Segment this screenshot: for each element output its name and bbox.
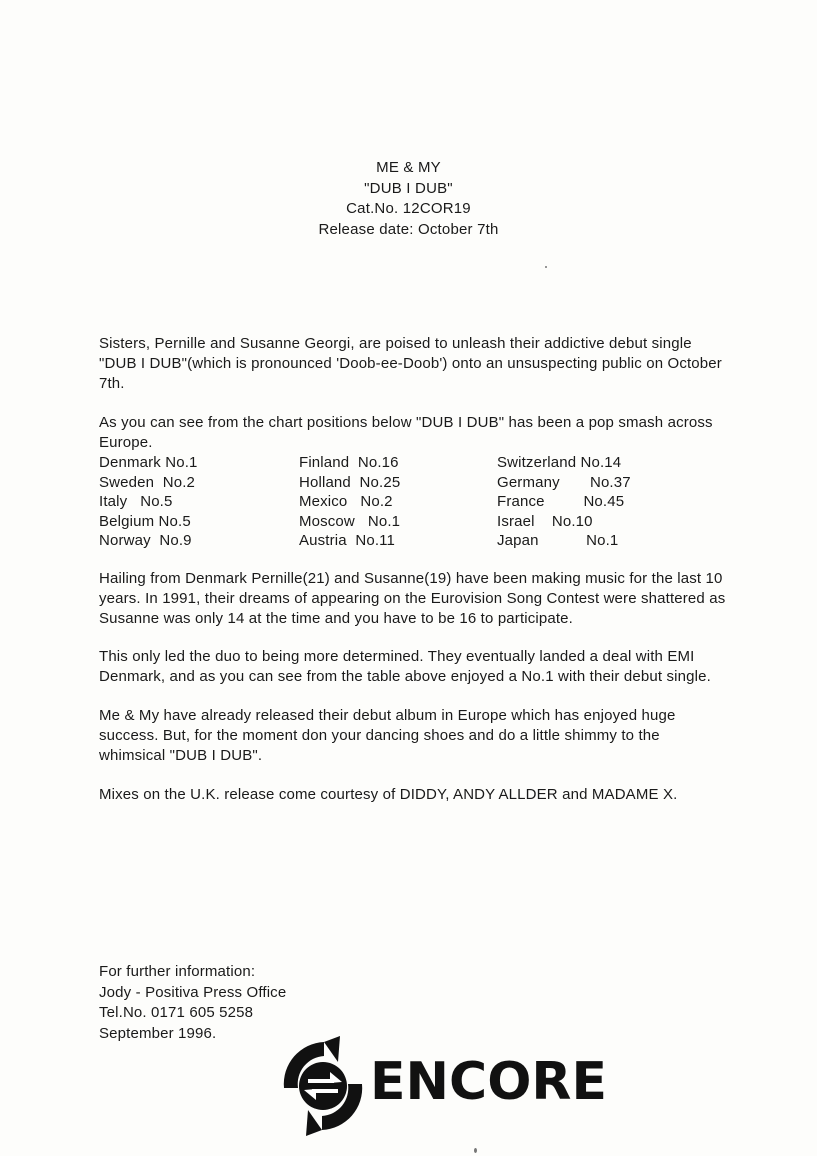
chart-positions-table	[99, 453, 729, 551]
contact-heading: For further information:	[99, 963, 256, 980]
chart-entry: Mexico No.2	[299, 493, 393, 510]
chart-entry: Sweden No.2	[99, 473, 196, 491]
contact-phone: Tel.No. 0171 605 5258	[99, 1004, 254, 1021]
hailing-paragraph: Hailing from Denmark Pernille(21) and Susanne(19) have been making music for the last 10 years. In 1991, their dreams of appearing on the Eurovision Song Contest were shattered as Susanne was only 14 at the time and you have to be 16 to participate.	[99, 569, 726, 627]
chart-entry: Belgium No.5	[99, 512, 191, 530]
encore-logo	[278, 1036, 608, 1136]
album-paragraph: Me & My have already released their debut album in Europe which has enjoyed huge success. But, for the moment don your dancing shoes and do a little shimmy to the whimsical "DUB I DUB".	[99, 706, 676, 764]
chart-entry: Finland No.16	[299, 454, 399, 471]
chart-entry: France No.45	[497, 493, 625, 510]
paper-speck	[474, 1148, 477, 1153]
intro-paragraph: Sisters, Pernille and Susanne Georgi, are poised to unleash their addictive debut single "DUB I DUB"(which is pronounced 'Doob-ee-Doob') onto an unsuspecting public on October 7th.	[99, 335, 722, 392]
chart-entry: Italy No.5	[99, 493, 173, 510]
catalogue-number: Cat.No. 12COR19	[346, 200, 471, 217]
chart-intro-paragraph: As you can see from the chart positions below "DUB I DUB" has been a pop smash across Europe.	[99, 414, 713, 451]
single-title: "DUB I DUB"	[364, 179, 453, 197]
determined-paragraph: This only led the duo to being more determined. They eventually landed a deal with EMI Denmark, and as you can see from the table above enjoyed a No.1 with their debut single.	[99, 647, 711, 685]
chart-entry: Switzerland No.14	[497, 454, 622, 471]
chart-entry: Holland No.25	[299, 473, 401, 491]
artist-name: ME & MY	[376, 159, 441, 176]
encore-logo-text: ENCORE	[370, 1052, 607, 1112]
chart-entry: Denmark No.1	[99, 454, 198, 471]
chart-entry: Israel No.10	[497, 512, 593, 530]
contact-person: Jody - Positiva Press Office	[99, 983, 287, 1001]
release-body	[99, 334, 729, 805]
contact-block	[99, 962, 286, 1044]
release-header	[0, 158, 817, 240]
chart-column-1	[99, 453, 299, 551]
release-date: Release date: October 7th	[318, 220, 499, 238]
encore-circular-arrows-icon	[278, 1036, 368, 1136]
paper-speck	[545, 266, 547, 268]
mixes-paragraph: Mixes on the U.K. release come courtesy of DIDDY, ANDY ALLDER and MADAME X.	[99, 785, 678, 803]
chart-column-3	[497, 453, 729, 551]
chart-entry: Austria No.11	[299, 532, 396, 549]
chart-entry: Japan No.1	[497, 532, 619, 549]
contact-date: September 1996.	[99, 1024, 217, 1042]
chart-column-2	[299, 453, 497, 551]
chart-entry: Moscow No.1	[299, 512, 401, 530]
chart-entry: Norway No.9	[99, 532, 192, 549]
chart-entry: Germany No.37	[497, 473, 631, 491]
